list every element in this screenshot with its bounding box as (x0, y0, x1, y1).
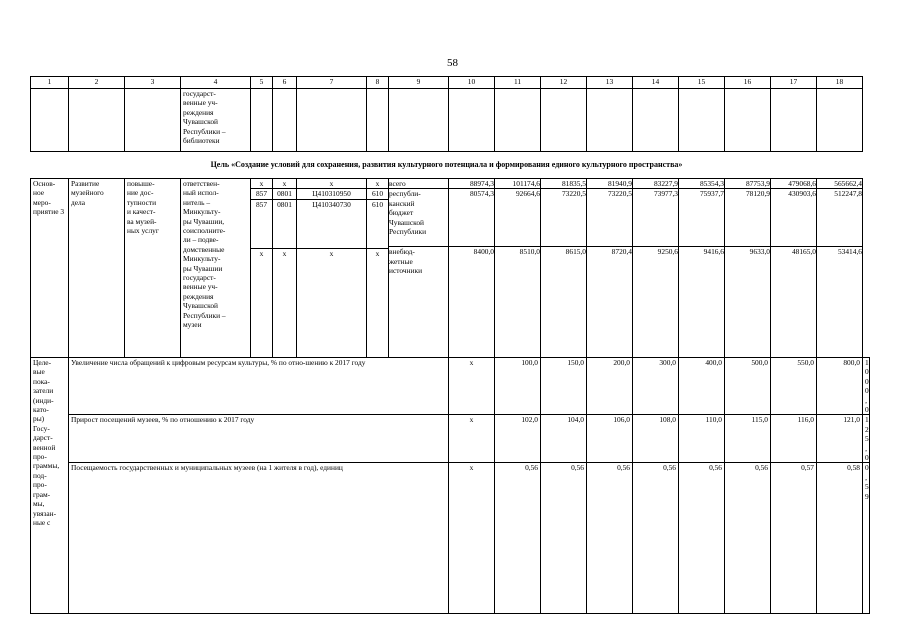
target-row (31, 415, 870, 463)
amount: 87753,9 (745, 179, 770, 188)
column-number-cell: 9 (389, 77, 449, 89)
code-line: 0801 (273, 199, 297, 248)
indicator-value: 108,0 (633, 415, 679, 463)
text-line: тупности (127, 197, 157, 207)
column-number-cell: 10 (449, 77, 495, 89)
gr-code-cell (251, 179, 273, 358)
funding-source-block (389, 188, 449, 246)
text-line: дарст- (33, 433, 53, 443)
indicator-value: 110,0 (679, 415, 725, 463)
text-line: соисполните- (183, 226, 226, 236)
page-number: 58 (447, 57, 458, 69)
text-line: (инди- (33, 395, 54, 405)
code-line: x (375, 179, 380, 188)
value-cell (725, 179, 771, 358)
value-cell (449, 179, 495, 358)
indicator-value: 1000,0 (863, 358, 870, 415)
indicator-value: 0,56 (495, 463, 541, 614)
amount: 565662,4 (834, 179, 862, 188)
text-line: музеи (183, 320, 202, 330)
text-line: ный испол- (183, 188, 219, 198)
funding-source-block (389, 179, 449, 188)
text-line: всего (389, 179, 406, 188)
value-cell (817, 179, 863, 358)
text-line: ва музей- (127, 216, 157, 226)
value-cell (633, 179, 679, 358)
indicator-value: 0,56 (587, 463, 633, 614)
amount: 9416,6 (679, 246, 725, 256)
indicator-mark: x (449, 415, 495, 463)
value-cell (771, 179, 817, 358)
column-number-cell: 8 (367, 77, 389, 89)
code-line: Ц410340730 (297, 199, 367, 248)
indicator-value: 550,0 (771, 358, 817, 415)
text-line: Республики – (183, 126, 226, 136)
event-executor-cell (181, 179, 251, 358)
amount: 73977,3 (633, 188, 679, 246)
text-line: домственные (183, 244, 225, 254)
code-line: x (251, 248, 273, 258)
event-label-cell (31, 179, 69, 358)
text-line: реждения (183, 291, 214, 301)
indicator-value: 0,56 (541, 463, 587, 614)
indicator-value: 0,56 (725, 463, 771, 614)
column-number-cell: 2 (69, 77, 125, 89)
amount: 80574,3 (449, 188, 495, 246)
code-line: x (259, 179, 264, 188)
text-line: приятие 3 (33, 207, 65, 217)
indicator-text: Посещаемость государственных и муниципальных музеев (на 1 жителя в год), единиц (69, 463, 449, 614)
text-line: Целе- (33, 358, 52, 367)
column-number-row (31, 77, 870, 89)
text-line: меро- (33, 197, 51, 207)
text-line: государст- (183, 89, 216, 98)
code-line: 610 (367, 199, 389, 248)
indicator-value: 0,57 (771, 463, 817, 614)
text-line: ные с (33, 517, 51, 527)
text-line: пока- (33, 376, 50, 386)
section-code-cell (273, 179, 297, 358)
text-line: увязан- (33, 508, 57, 518)
column-number-cell: 1 (31, 77, 69, 89)
text-line: ры) (33, 414, 45, 424)
text-line: Развитие (71, 179, 100, 188)
indicator-value: 121,0 (817, 415, 863, 463)
text-line: музейного (71, 188, 104, 198)
column-number-cell: 17 (771, 77, 817, 89)
code-line: x (297, 248, 367, 258)
amount: 83227,9 (653, 179, 678, 188)
text-line: и качест- (127, 207, 156, 217)
amount: 75937,7 (679, 188, 725, 246)
column-number-cell: 14 (633, 77, 679, 89)
text-line: венные уч- (183, 282, 218, 292)
code-line: 610 (367, 188, 389, 198)
value-cell (587, 179, 633, 358)
amount: 8510,0 (495, 246, 541, 256)
indicator-value: 0,59 (863, 463, 870, 614)
amount: 48165,0 (771, 246, 817, 256)
code-line: 857 (251, 199, 273, 248)
amount: 81940,9 (607, 179, 632, 188)
text-line: мы, (33, 499, 45, 509)
event-goal-cell (125, 179, 181, 358)
text-line: като- (33, 405, 49, 415)
indicator-value: 100,0 (495, 358, 541, 415)
text-line: Чувашской (183, 117, 219, 127)
amount: 8400,0 (449, 246, 495, 256)
indicator-value: 800,0 (817, 358, 863, 415)
indicator-mark: x (449, 358, 495, 415)
value-cell (495, 179, 541, 358)
indicator-value: 104,0 (541, 415, 587, 463)
column-number-cell: 18 (817, 77, 863, 89)
amount: 8615,0 (541, 246, 587, 256)
text-line: Минкульту- (183, 207, 221, 217)
text-line: ли – подве- (183, 235, 219, 245)
column-number-cell: 7 (297, 77, 367, 89)
code-line: x (367, 248, 389, 258)
text-line: про- (33, 452, 47, 462)
text-line: граммы, (33, 461, 60, 471)
indicator-value: 400,0 (679, 358, 725, 415)
code-line: 0801 (273, 188, 297, 198)
code-line: Ц410310950 (297, 188, 367, 198)
amount: 101174,6 (512, 179, 540, 188)
code-line: x (273, 248, 297, 258)
amount: 85354,3 (699, 179, 724, 188)
amount: 479068,6 (788, 179, 816, 188)
indicator-value: 115,0 (725, 415, 771, 463)
expense-type-cell (367, 179, 389, 358)
indicator-value: 0,56 (633, 463, 679, 614)
text-line: государст- (183, 273, 216, 283)
text-line: грам- (33, 489, 51, 499)
text-line: Чувашской (183, 301, 219, 311)
text-line: венной (33, 442, 56, 452)
indicator-text: Прирост посещений музеев, % по отношению к 2017 году (69, 415, 449, 463)
amount: 73220,5 (541, 188, 587, 246)
text-line: библиотеки (183, 136, 220, 146)
column-number-cell: 5 (251, 77, 273, 89)
text-line: ответствен- (183, 179, 220, 188)
column-number-cell: 4 (181, 77, 251, 89)
column-number-cell: 6 (273, 77, 297, 89)
value-cell (679, 179, 725, 358)
continuation-executor-cell (181, 89, 251, 152)
indicator-value: 300,0 (633, 358, 679, 415)
text-line: Чувашской (389, 217, 425, 227)
indicator-value: 0,58 (817, 463, 863, 614)
text-line: под- (33, 470, 47, 480)
value-cell (541, 179, 587, 358)
text-line: ры Чувашии (183, 263, 223, 273)
target-row (31, 463, 870, 614)
column-number-cell: 11 (495, 77, 541, 89)
code-line: x (329, 179, 334, 188)
column-number-cell: 12 (541, 77, 587, 89)
text-line: ние дос- (127, 188, 154, 198)
amount: 92664,6 (495, 188, 541, 246)
funding-source-cell (389, 179, 449, 358)
budget-table (30, 76, 870, 614)
text-line: жетные (389, 256, 413, 266)
indicator-value: 106,0 (587, 415, 633, 463)
indicator-mark: x (449, 463, 495, 614)
targets-label-cell (31, 358, 69, 614)
text-line: республи- (389, 189, 421, 199)
amount: 88974,3 (469, 179, 494, 188)
indicator-text: Увеличение числа обращений к цифровым ресурсам культуры, % по отно-шению к 2017 году (69, 358, 449, 415)
text-line: бюджет (389, 208, 414, 218)
amount: 53414,6 (817, 246, 863, 256)
amount: 73220,5 (587, 188, 633, 246)
target-article-cell (297, 179, 367, 358)
text-line: Госу- (33, 423, 50, 433)
indicator-value: 200,0 (587, 358, 633, 415)
text-line: про- (33, 480, 47, 490)
text-line: ное (33, 188, 45, 198)
text-line: дела (71, 197, 86, 207)
code-line: 857 (251, 188, 273, 198)
amount: 512247,8 (817, 188, 863, 246)
column-number-cell: 16 (725, 77, 771, 89)
main-event-row (31, 179, 870, 358)
text-line: нитель – (183, 197, 211, 207)
text-line: затели (33, 386, 54, 396)
event-name-cell (69, 179, 125, 358)
text-line: Республики (389, 227, 427, 237)
amount: 8720,4 (587, 246, 633, 256)
amount: 430903,6 (771, 188, 817, 246)
indicator-value: 500,0 (725, 358, 771, 415)
column-number-cell: 15 (679, 77, 725, 89)
text-line: венные уч- (183, 98, 218, 108)
text-line: ных услуг (127, 226, 159, 236)
continuation-row (31, 89, 870, 152)
text-line: Минкульту- (183, 254, 221, 264)
column-number-cell: 3 (125, 77, 181, 89)
text-line: вые (33, 367, 45, 377)
text-line: Республики – (183, 310, 226, 320)
text-line: внебюд- (389, 247, 415, 257)
indicator-value: 0,56 (679, 463, 725, 614)
goal-row (31, 152, 870, 179)
amount: 81835,5 (561, 179, 586, 188)
text-line: канский (389, 198, 415, 208)
indicator-value: 125,0 (863, 415, 870, 463)
goal-title: Цель «Создание условий для сохранения, развития культурного потенциала и формирования единого культурного пространства» (31, 152, 863, 179)
target-row (31, 358, 870, 415)
indicator-value: 150,0 (541, 358, 587, 415)
column-number-cell: 13 (587, 77, 633, 89)
amount: 9250,6 (633, 246, 679, 256)
text-line: реждения (183, 107, 214, 117)
text-line: источники (389, 266, 423, 276)
amount: 78120,9 (725, 188, 771, 246)
indicator-value: 116,0 (771, 415, 817, 463)
amount: 9633,0 (725, 246, 771, 256)
indicator-value: 102,0 (495, 415, 541, 463)
text-line: повыше- (127, 179, 155, 188)
code-line: x (282, 179, 287, 188)
funding-source-block (389, 246, 449, 275)
text-line: Основ- (33, 179, 56, 188)
text-line: ры Чувашии, (183, 216, 225, 226)
